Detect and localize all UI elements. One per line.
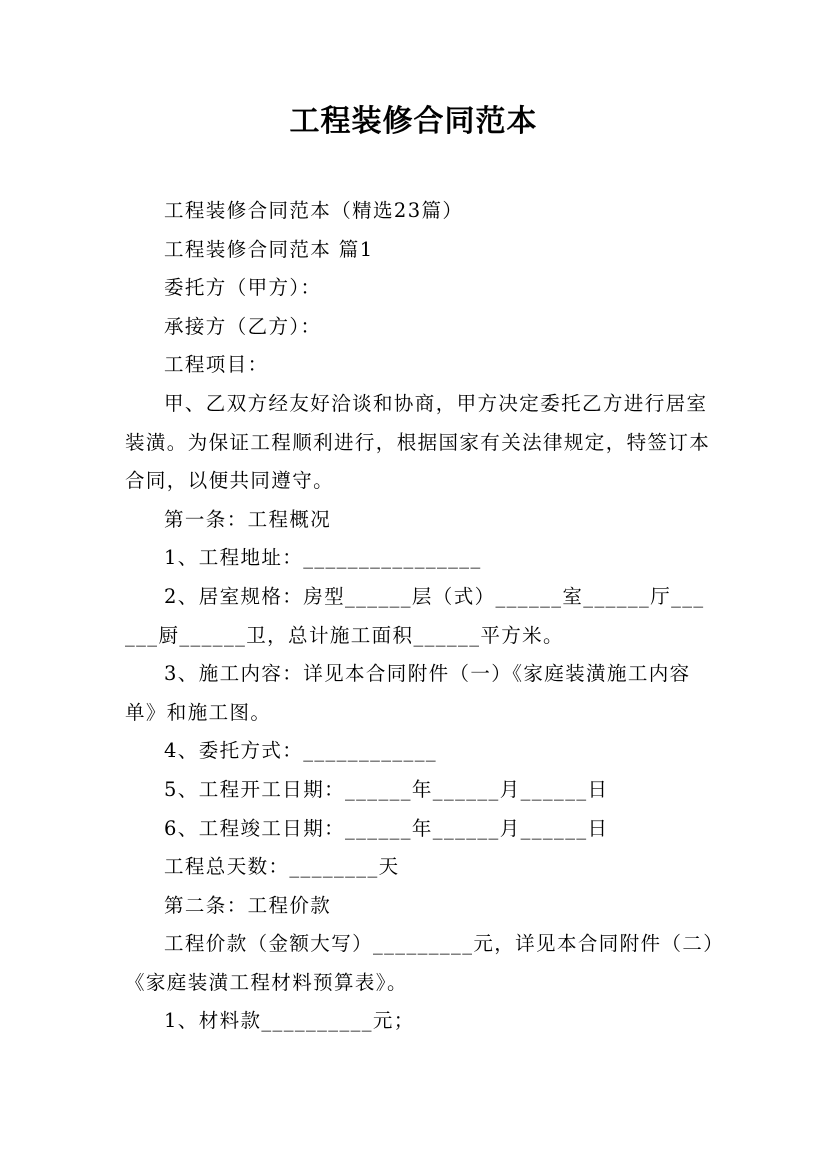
paragraph-subtitle: 工程装修合同范本（精选23篇） [164,199,464,222]
paragraph-material-cost: 1、材料款__________元； [164,1009,415,1033]
paragraph-party-a: 委托方（甲方）： [164,276,322,300]
paragraph-method: 4、委托方式：____________ [164,739,438,763]
document-body [125,192,715,1041]
paragraph-party-b: 承接方（乙方）： [164,314,322,338]
paragraph-article-2: 第二条：工程价款 [164,893,332,917]
paragraph-project: 工程项目： [164,353,269,377]
paragraph-content: 3、施工内容：详见本合同附件（一）《家庭装潢施工内容单》和施工图。 [125,662,691,724]
paragraph-price: 工程价款（金额大写）_________元，详见本合同附件（二）《家庭装潢工程材料预算表》。 [125,932,715,994]
paragraph-total-days: 工程总天数：________天 [164,855,400,879]
paragraph-section-heading: 工程装修合同范本 篇1 [164,237,374,261]
paragraph-room-spec: 2、居室规格：房型______层（式）______室______厅______厨______卫，总计施工面积______平方米。 [125,584,705,647]
document-title: 工程装修合同范本 [289,104,538,139]
paragraph-end-date: 6、工程竣工日期：______年______月______日 [164,816,609,840]
paragraph-address: 1、工程地址：________________ [164,546,482,570]
paragraph-preamble: 甲、乙双方经友好洽谈和协商，甲方决定委托乙方进行居室装潢。为保证工程顺利进行，根据国家有关法律规定，特签订本合同，以便共同遵守。 [125,391,711,493]
paragraph-article-1: 第一条：工程概况 [164,507,332,531]
paragraph-start-date: 5、工程开工日期：______年______月______日 [164,777,609,801]
